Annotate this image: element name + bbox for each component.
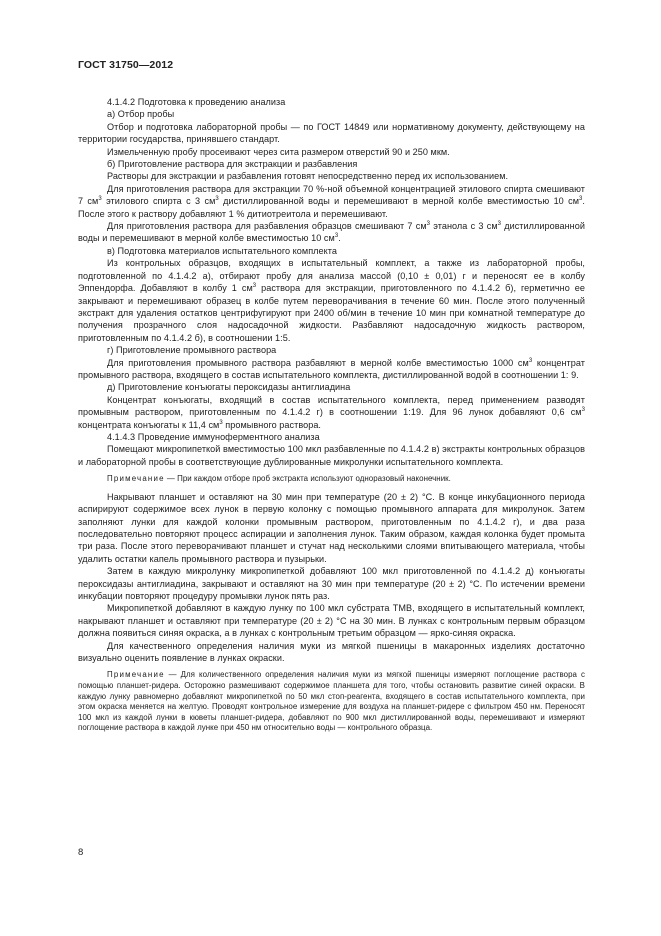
paragraph: Отбор и подготовка лабораторной пробы — по ГОСТ 14849 или нормативному документу, действующему на территории государства, принявшего стандарт.: [78, 121, 585, 145]
subheading-conjugate: д) Приготовление конъюгаты пероксидазы антиглиадина: [107, 382, 351, 393]
note-2: Примечание — Для количественного определения наличия муки из мягкой пшеницы измеряют поглощение раствора с помощью планшет-ридера. Осторожно размешивают содержимое планшета для того, чтобы остановить развитие синей окраски. В каждую лунку равномерно добавляют микропипеткой по 50 мкл стоп-реагента, входящего в состав испытательного комплекта, при этом окраска меняется на желтую. Проводят контрольное измерение для воздуха на планшет-ридере с фильтром 450 нм. Переносят 100 мкл из каждой лунки в кюветы планшет-ридера, добавляют по 900 мкл дистиллированной воды, перемешивают и измеряют поглощение раствора в каждой лунке при 450 нм относительно воды — контрольного образца.: [78, 670, 585, 733]
note-1: Примечание — При каждом отборе проб экстракта используют одноразовый наконечник.: [107, 474, 451, 484]
document-header: ГОСТ 31750—2012: [78, 59, 174, 71]
document-body: [78, 96, 585, 740]
subheading-solution-prep: б) Приготовление раствора для экстракции и разбавления: [107, 159, 358, 170]
paragraph-conjugate: Концентрат конъюгаты, входящий в состав испытательного комплекта, перед применением разводят промывным раствором, приготовленным по 4.1.4.2 г) в соотношении 1:19. Для 96 лунок добавляют 0,6 $см^3$ концентрата конъюгаты к 11,4 $см^3$ промывного раствора.: [78, 394, 585, 430]
section-heading-4-1-4-3: 4.1.4.3 Проведение иммуноферментного анализа: [107, 431, 320, 442]
subheading-wash-solution: г) Приготовление промывного раствора: [107, 345, 277, 356]
paragraph-qualitative: Для качественного определения наличия муки из мягкой пшеницы в макаронных изделиях достаточно визуально оценить появление в лунках окраски.: [78, 640, 585, 664]
paragraph-wash-solution: Для приготовления промывного раствора разбавляют в мерной колбе вместимостью 1000 $см^3$ концентрат промывного раствора, входящего в состав испытательного комплекта, дистиллированной водой в соотношении 1: 9.: [78, 357, 585, 380]
paragraph: Растворы для экстракции и разбавления готовят непосредственно перед их использованием.: [107, 171, 509, 182]
page-number: 8: [78, 847, 84, 858]
paragraph-extraction-solution: Для приготовления раствора для экстракции 70 %-ной объемной концентрацией этилового спирта смешивают 7 $см^3$ этилового спирта с 3 $см^3$ дистиллированной воды и перемешивают в мерной колбе вместимостью 10 $см^3$. После этого к раствору добавляют 1 % дитиотреитола и перемешивают.: [78, 183, 585, 219]
section-heading-4-1-4-2: 4.1.4.2 Подготовка к проведению анализа: [107, 97, 286, 107]
subheading-kit-materials: в) Подготовка материалов испытательного комплекта: [107, 245, 338, 256]
paragraph-substrate: Микропипеткой добавляют в каждую лунку по 100 мкл субстрата ТМВ, входящего в испытательный комплект, накрывают планшет и оставляют при температуре (20 ± 2) °С на 30 мин. В лунках с контрольным первым образцом должна появиться синяя окраска, а в лунках с контрольным третьим образцом — ярко-синяя окраска.: [78, 603, 585, 639]
paragraph: Измельченную пробу просеивают через сита размером отверстий 90 и 250 мкм.: [107, 146, 450, 157]
paragraph-sample-extraction: Из контрольных образцов, входящих в испытательный комплект, а также из лабораторной пробы, подготовленной по 4.1.4.2 а), отбирают пробу для анализа массой (0,10 ± 0,01) г и переносят ее в колбу Эппендорфа. Добавляют в колбу 1 $см^3$ раствора для экстракции, приготовленного по 4.1.4.2 б), герметично ее закрывают и перемешивают образец в колбе путем переворачивания в течение 60 мин. После этого полученный экстракт для удаления остатков центрифугируют при 2400 об/мин в течение 10 мин при комнатной температуре до получения прозрачного слоя надосадочной жидкости. Разбавляют надосадочную жидкость раствором, приготовленным по 4.1.4.2 б), в соотношении 1:5.: [78, 258, 585, 343]
paragraph: Помещают микропипеткой вместимостью 100 мкл разбавленные по 4.1.4.2 в) экстракты контрольных образцов и лабораторной пробы в соответствующие дублированные микролунки испытательного комплекта.: [78, 444, 585, 467]
paragraph-dilution-solution: Для приготовления раствора для разбавления образцов смешивают 7 $см^3$ этанола с 3 $см^3$ дистиллированной воды и перемешивают в мерной колбе вместимостью 10 $см^3$.: [78, 221, 585, 244]
paragraph-conjugate-add: Затем в каждую микролунку микропипеткой добавляют 100 мкл приготовленной по 4.1.4.2 д) конъюгаты пероксидазы антиглиадина, закрывают и оставляют на 30 мин при температуре (20 ± 2) °С. По истечении времени инкубации повторяют процедуру промывки лунок пять раз.: [78, 566, 585, 602]
paragraph-incubation: Накрывают планшет и оставляют на 30 мин при температуре (20 ± 2) °С. В конце инкубационного периода аспирируют содержимое всех лунок в первую колонку с помощью промывного аппарата для микролунок. Затем заполняют лунки для каждой колонки промывным раствором, приготовленным по 4.1.4.2 г), и два раза последовательно повторяют процесс аспирации и заполнения лунок. Таким образом, каждая колонка будет промыта три раза. После этого переворачивают планшет и стучат над несколькими слоями впитывающего материала, чтобы удалить остатки капель промывного раствора и пузырьки.: [78, 491, 585, 564]
subheading-sampling: а) Отбор пробы: [107, 109, 175, 120]
